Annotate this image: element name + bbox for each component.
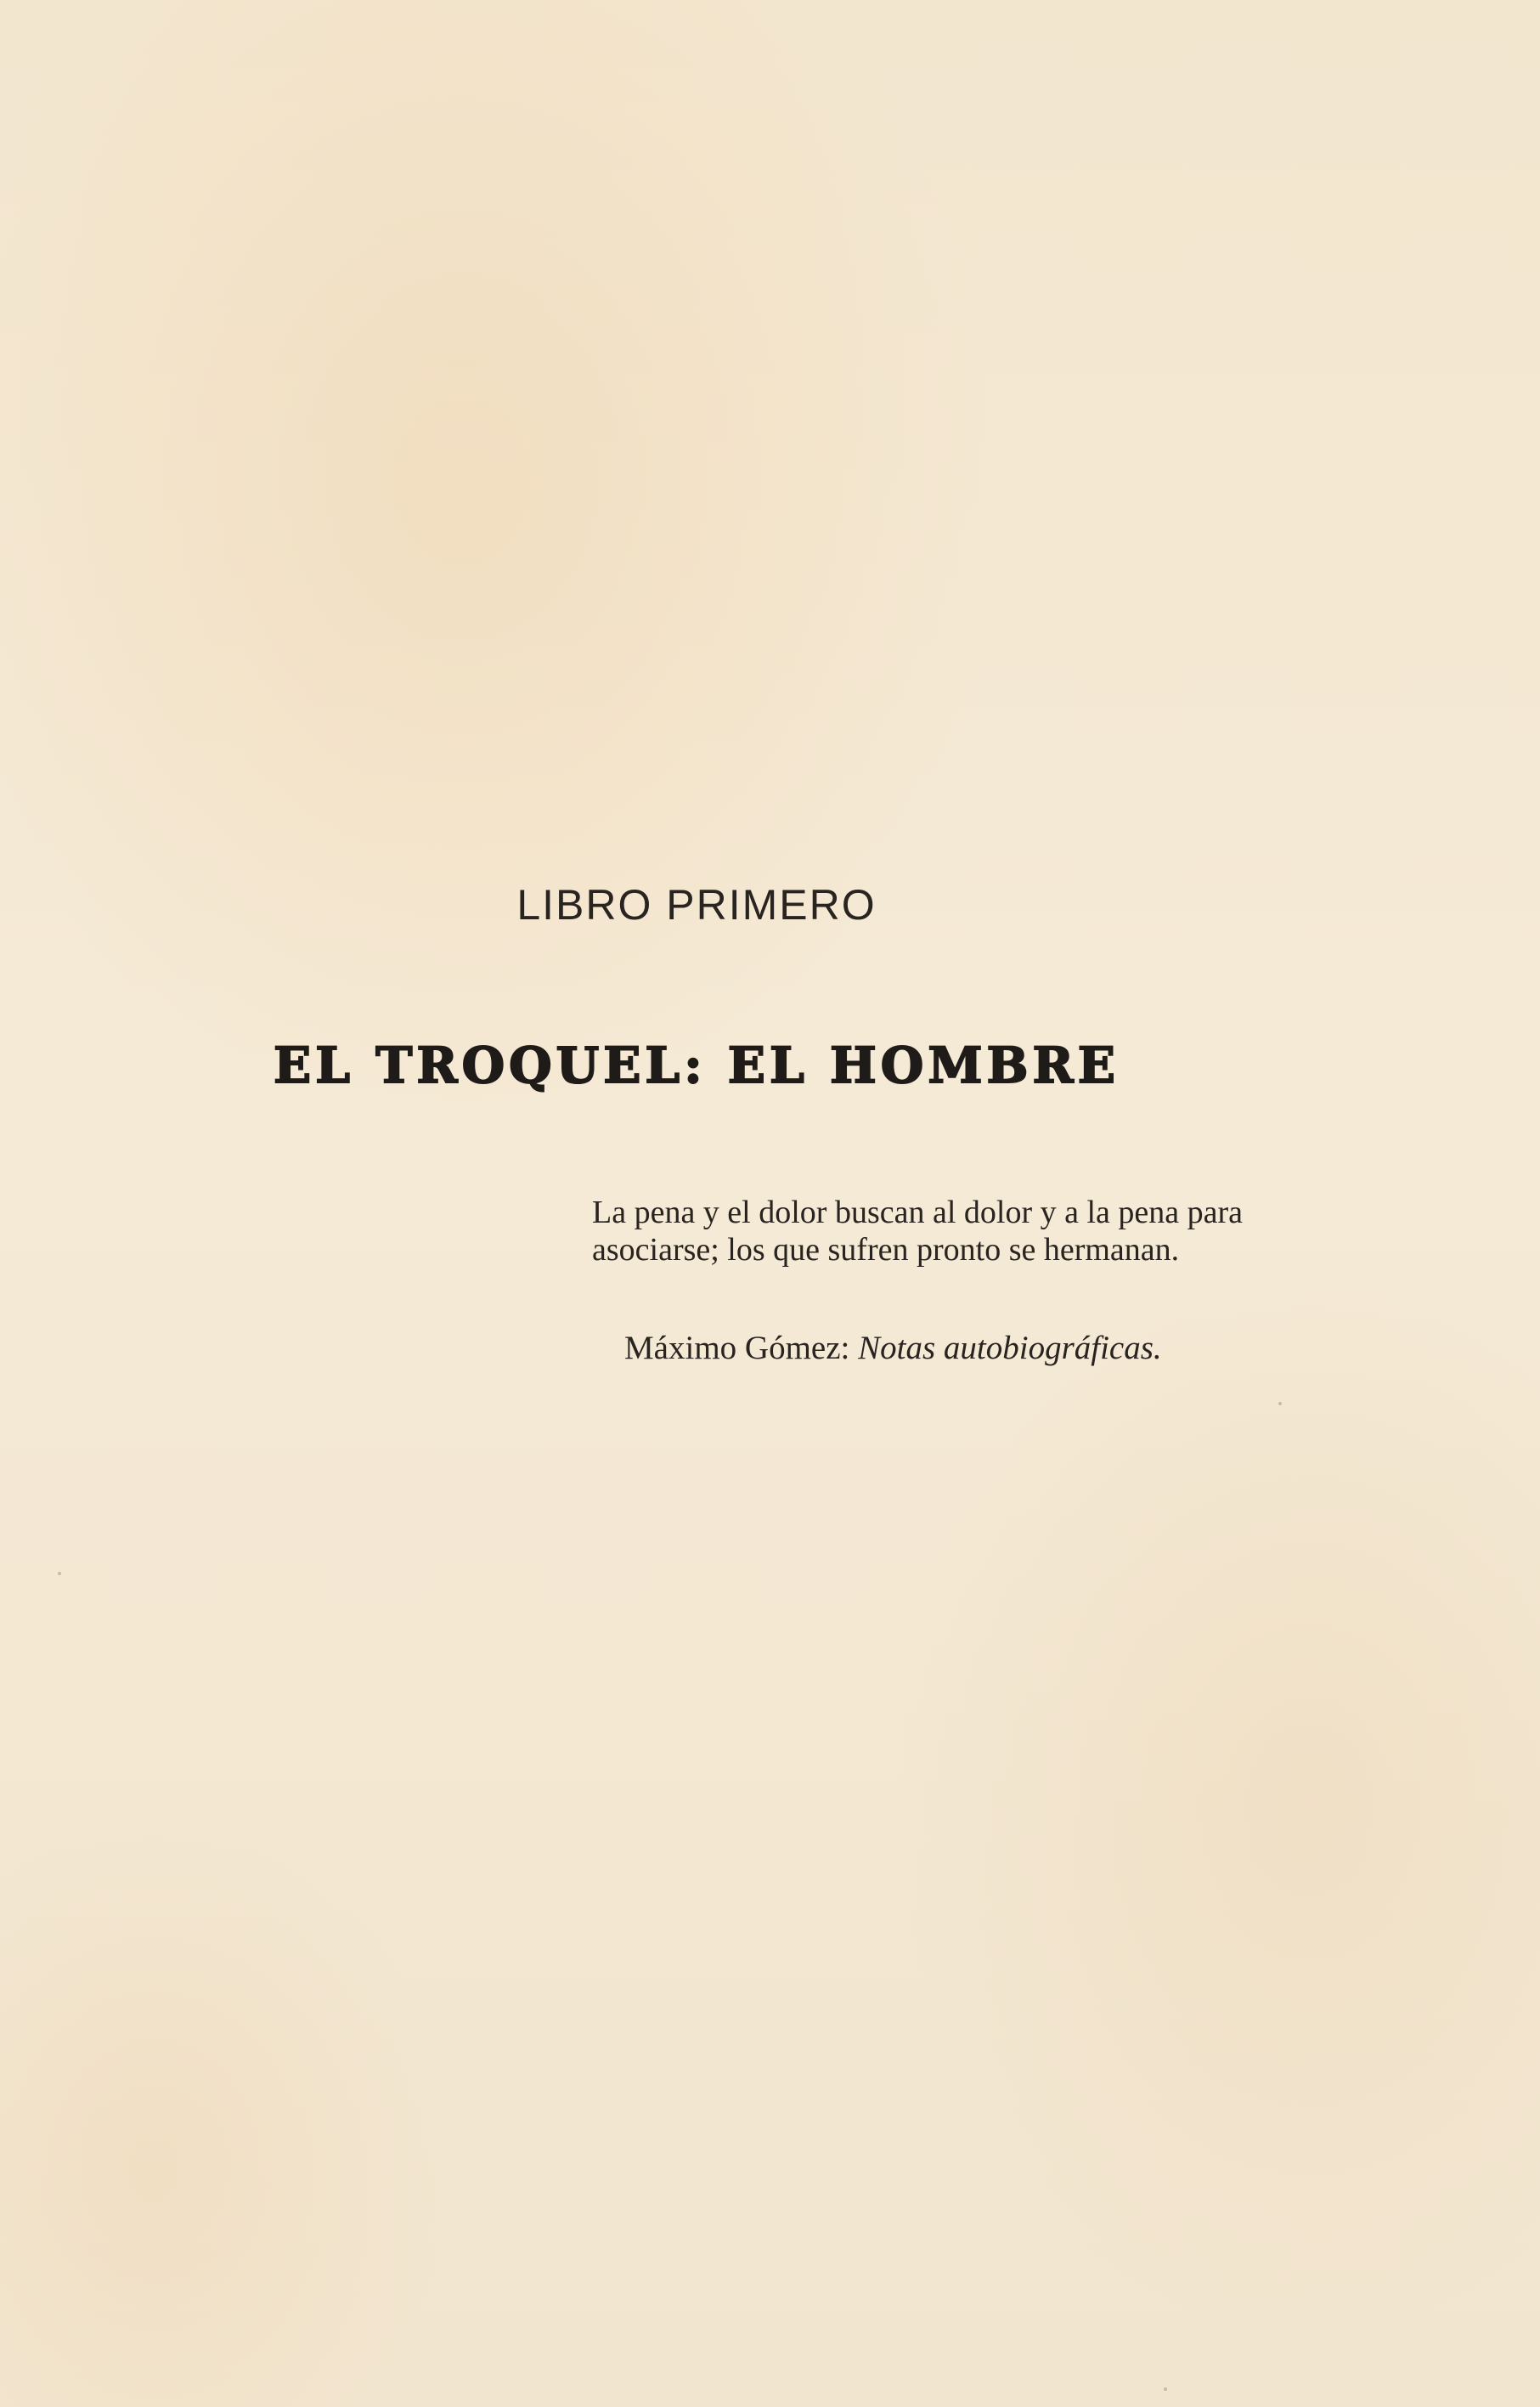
- epigraph-work: Notas autobiográficas.: [858, 1330, 1162, 1366]
- epigraph-attribution: [624, 1329, 1270, 1367]
- paper-speck: [58, 1572, 61, 1575]
- book-label: LIBRO PRIMERO: [516, 881, 877, 929]
- paper-speck: [1278, 1402, 1282, 1405]
- book-title: EL TROQUEL: EL HOMBRE: [274, 1037, 1120, 1094]
- epigraph-text: La pena y el dolor buscan al dolor y a la pena para asociarse; los que sufren pronto se hermanan.: [592, 1195, 1244, 1268]
- epigraph-author: Máximo Gómez:: [624, 1330, 850, 1366]
- paper-speck: [1164, 2387, 1167, 2391]
